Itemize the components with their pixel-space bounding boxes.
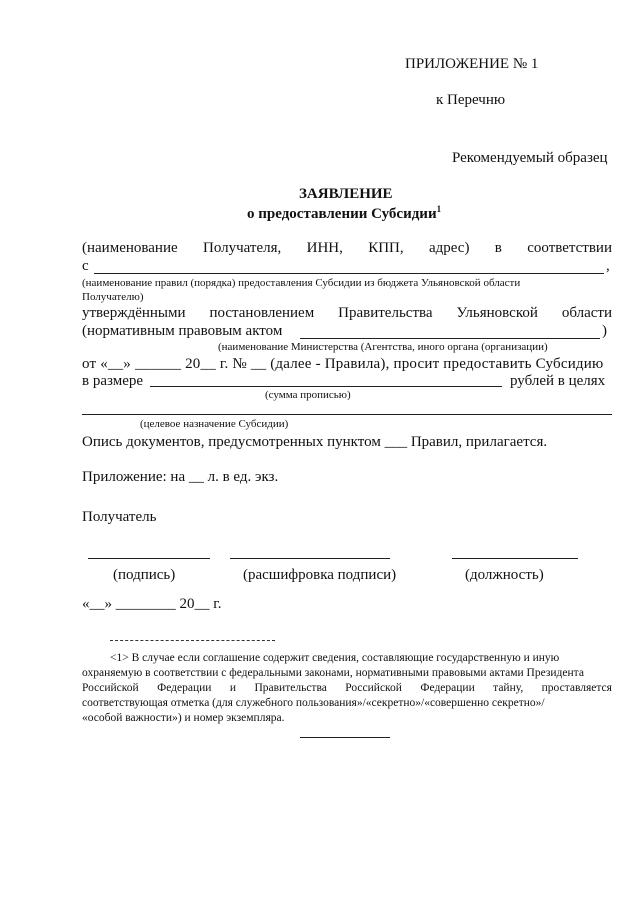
signature-decode-hint: (расшифровка подписи) (243, 567, 397, 583)
footnote-line-1: <1> В случае если соглашение содержит сведения, составляющие государственную и иную (110, 652, 560, 664)
attachment-text: Приложение: на __ л. в ед. экз. (82, 469, 279, 485)
word: утверждёнными (82, 305, 186, 321)
body-line-2-suffix: , (606, 258, 610, 274)
word: тайну, (493, 682, 524, 694)
recommended-sample-label: Рекомендуемый образец (452, 150, 608, 166)
subtitle-text: о предоставлении Субсидии (247, 206, 437, 222)
body-line-6-prefix: в размере (82, 373, 144, 389)
footnote-line-3 (82, 682, 612, 694)
legal-act-blank-line[interactable] (300, 338, 600, 339)
recipient-label: Получатель (82, 509, 157, 525)
footnote-mark: 1 (436, 204, 442, 214)
body-line-3 (82, 305, 612, 322)
document-subtitle (247, 204, 441, 223)
word: Российской (345, 682, 402, 694)
word: Правительства (254, 682, 327, 694)
word: КПП, (368, 240, 404, 256)
word: Ульяновской (456, 305, 538, 321)
footnote-line-4: соответствующая отметка (для служебного пользования»/«секретно»/«совершенно секретно»/ (82, 697, 545, 709)
appendix-label: ПРИЛОЖЕНИЕ № 1 (405, 56, 539, 72)
hint-rules-2: Получателю) (82, 291, 144, 303)
to-list-label: к Перечню (436, 92, 506, 108)
signature-line[interactable] (88, 558, 210, 559)
word: и (229, 682, 237, 694)
word: проставляется (541, 682, 612, 694)
word: в (494, 240, 502, 256)
word: Федерации (420, 682, 475, 694)
purpose-blank-line[interactable] (82, 414, 612, 415)
word: адрес) (428, 240, 470, 256)
word: соответствии (527, 240, 612, 256)
signature-date: «__» ________ 20__ г. (82, 596, 222, 612)
body-line-6-suffix: рублей в целях (510, 373, 606, 389)
body-line-1 (82, 240, 612, 257)
rules-blank-line[interactable] (94, 273, 604, 274)
body-line-4-suffix: ) (602, 323, 607, 339)
body-line-4-prefix: (нормативным правовым актом (82, 323, 283, 339)
word: Федерации (157, 682, 212, 694)
footnote-separator (110, 640, 275, 641)
amount-blank-line[interactable] (150, 386, 502, 387)
position-hint: (должность) (465, 567, 544, 583)
footnote-line-2: охраняемую в соответствии с федеральными законами, нормативными правовыми актами Президента (82, 667, 584, 679)
hint-sum: (сумма прописью) (265, 389, 351, 401)
footnote-line-5: «особой важности») и номер экземпляра. (82, 712, 285, 724)
hint-ministry: (наименование Министерства (Агентства, иного органа (организации) (218, 341, 548, 353)
end-separator (300, 737, 390, 738)
inventory-text: Опись документов, предусмотренных пунктом ___ Правил, прилагается. (82, 434, 548, 450)
signature-hint: (подпись) (113, 567, 176, 583)
body-line-5: от «__» ______ 20__ г. № __ (далее - Правила), просит предоставить Субсидию (82, 356, 604, 372)
word: Правительства (338, 305, 433, 321)
word: Получателя, (202, 240, 282, 256)
signature-decode-line[interactable] (230, 558, 390, 559)
word: постановлением (209, 305, 315, 321)
hint-rules-1: (наименование правил (порядка) предоставления Субсидии из бюджета Ульяновской области (82, 277, 521, 289)
word: Российской (82, 682, 139, 694)
word: ИНН, (306, 240, 343, 256)
document-title: ЗАЯВЛЕНИЕ (299, 186, 393, 202)
hint-purpose: (целевое назначение Субсидии) (140, 418, 289, 430)
body-line-2-prefix: с (82, 258, 89, 274)
word: области (561, 305, 612, 321)
word: (наименование (82, 240, 178, 256)
position-line[interactable] (452, 558, 578, 559)
